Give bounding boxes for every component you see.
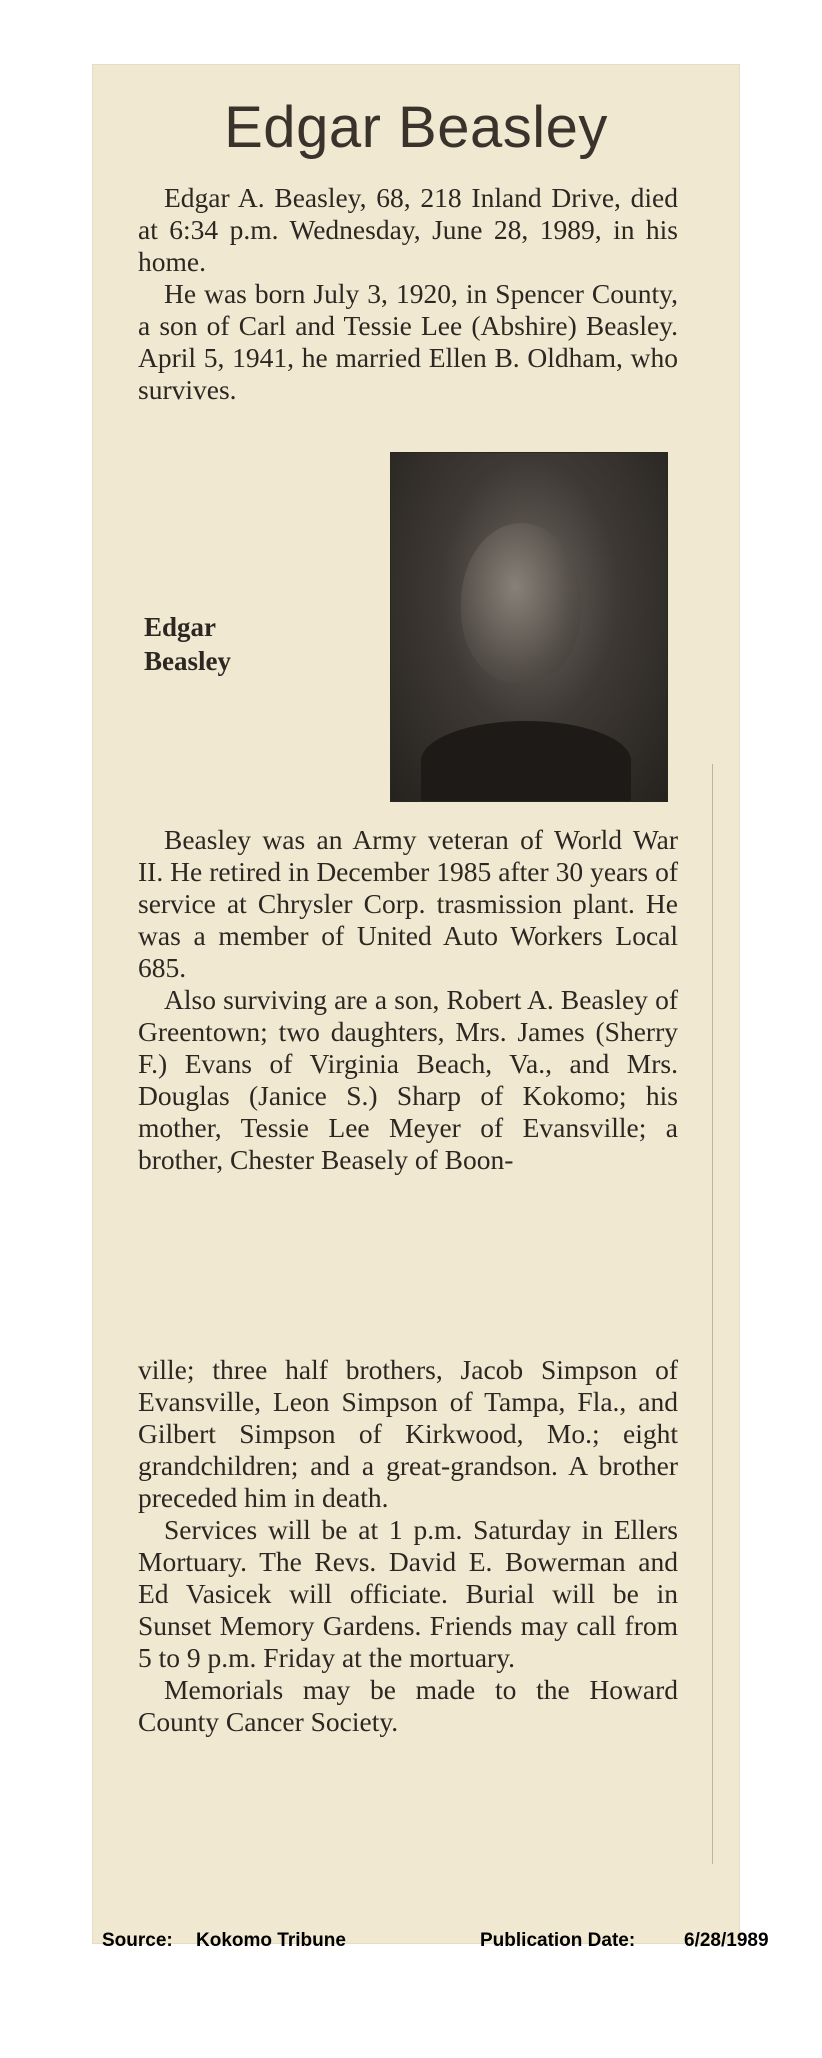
source-value: Kokomo Tribune — [196, 1930, 346, 1951]
obituary-paragraph: Memorials may be made to the Howard County Cancer Society. — [138, 1674, 678, 1737]
portrait-shoulders — [421, 721, 631, 801]
portrait-photo — [390, 452, 668, 802]
obituary-middle-column — [138, 824, 678, 1176]
column-rule — [712, 764, 713, 1864]
obituary-bottom-column — [138, 1354, 678, 1738]
photo-caption — [144, 610, 344, 678]
source-label: Source: — [102, 1930, 173, 1951]
obituary-paragraph: Edgar A. Beasley, 68, 218 Inland Drive, died at 6:34 p.m. Wednesday, June 28, 1989, in his home. — [138, 182, 678, 277]
obituary-paragraph: Services will be at 1 p.m. Saturday in Ellers Mortuary. The Revs. David E. Bowerman and Ed Vasicek will officiate. Burial will be in Sunset Memory Gardens. Friends may call from 5 to 9 p.m. Friday at the mortuary. — [138, 1514, 678, 1673]
obituary-paragraph: He was born July 3, 1920, in Spencer County, a son of Carl and Tessie Lee (Abshire) Beasley. April 5, 1941, he married Ellen B. Oldham, who survives. — [138, 278, 678, 405]
obituary-intro-column — [138, 182, 678, 406]
publication-date-value: 6/28/1989 — [684, 1930, 769, 1951]
obituary-paragraph: Also surviving are a son, Robert A. Beasley of Greentown; two daughters, Mrs. James (Sherry F.) Evans of Virginia Beach, Va., and Mrs. Douglas (Janice S.) Sharp of Kokomo; his mother, Tessie Lee Meyer of Evansville; a brother, Chester Beasely of Boon- — [138, 984, 678, 1175]
photo-caption-first-name: Edgar — [144, 612, 217, 642]
portrait-face — [461, 523, 581, 683]
obituary-paragraph: ville; three half brothers, Jacob Simpson of Evansville, Leon Simpson of Tampa, Fla., and Gilbert Simpson of Kirkwood, Mo.; eight grandchildren; and a great-grandson. A brother preceded him in death. — [138, 1354, 678, 1513]
obituary-clipping — [92, 64, 740, 1944]
obituary-paragraph: Beasley was an Army veteran of World War II. He retired in December 1985 after 30 years of service at Chrysler Corp. trasmission plant. He was a member of United Auto Workers Local 685. — [138, 824, 678, 983]
photo-caption-last-name: Beasley — [144, 646, 231, 676]
obituary-title: Edgar Beasley — [224, 95, 608, 160]
publication-date-label: Publication Date: — [480, 1930, 636, 1951]
